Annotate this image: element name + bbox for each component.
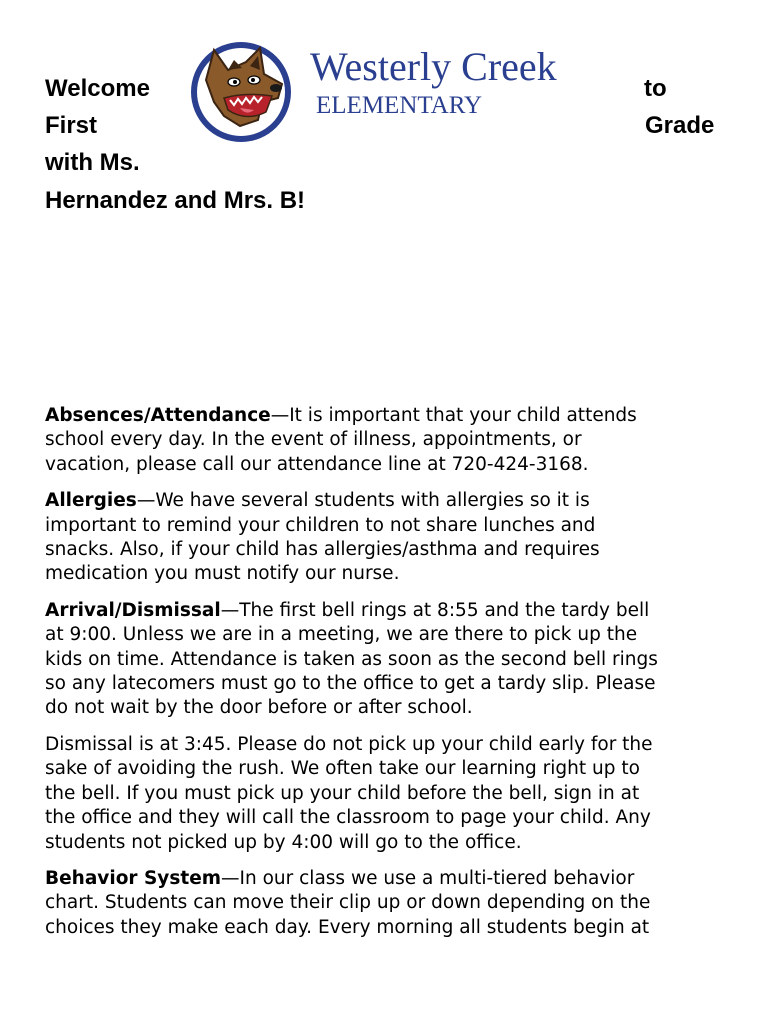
absences-text: —It is important that your child attends school every day. In the event of illness, appointments, or vacation, please call our attendance line at 720-424-3168. [45,405,637,475]
welcome-word: Welcome [45,75,150,102]
wolf-mascot-icon [188,40,628,144]
grade-word: Grade [645,112,715,139]
dismissal-paragraph [45,733,725,855]
with-ms-line: with Ms. [45,149,140,176]
behavior-heading: Behavior System [45,867,222,889]
behavior-paragraph [45,867,725,940]
absences-heading: Absences/Attendance [45,405,271,426]
school-name: Westerly Creek [310,44,557,89]
allergies-paragraph [45,489,725,587]
policies-body [45,404,725,952]
first-word: First [45,112,98,139]
absences-paragraph [45,404,725,477]
to-word: to [644,75,667,102]
behavior-text: —In our class we use a multi-tiered behavior chart. Students can move their clip up or down depending on the choices they make each day. Every morning all students begin at [45,867,651,938]
arrival-paragraph [45,599,725,721]
school-subtitle: ELEMENTARY [316,92,483,119]
allergies-heading: Allergies [45,490,137,512]
allergies-text: —We have several students with allergies so it is important to remind your children to not share lunches and snacks. Also, if your child has allergies/asthma and requires medication you must notify our nurse. [45,490,600,585]
teachers-line: Hernandez and Mrs. B! [45,187,306,214]
arrival-text: —The first bell rings at 8:55 and the tardy bell at 9:00. Unless we are in a meeting, we are there to pick up the kids on time. Attendance is taken as soon as the second bell rings so any latecomers must go to the office to get a tardy slip. Please do not wait by the door before or after school. [45,599,658,719]
arrival-heading: Arrival/Dismissal [45,599,221,621]
dismissal-text: Dismissal is at 3:45. Please do not pick up your child early for the sake of avoiding the rush. We often take our learning right up to the bell. If you must pick up your child before the bell, sign in at the office and they will call the classroom to page your child. Any students not picked up by 4:00 will go to the office. [45,733,653,853]
school-logo [188,40,628,144]
